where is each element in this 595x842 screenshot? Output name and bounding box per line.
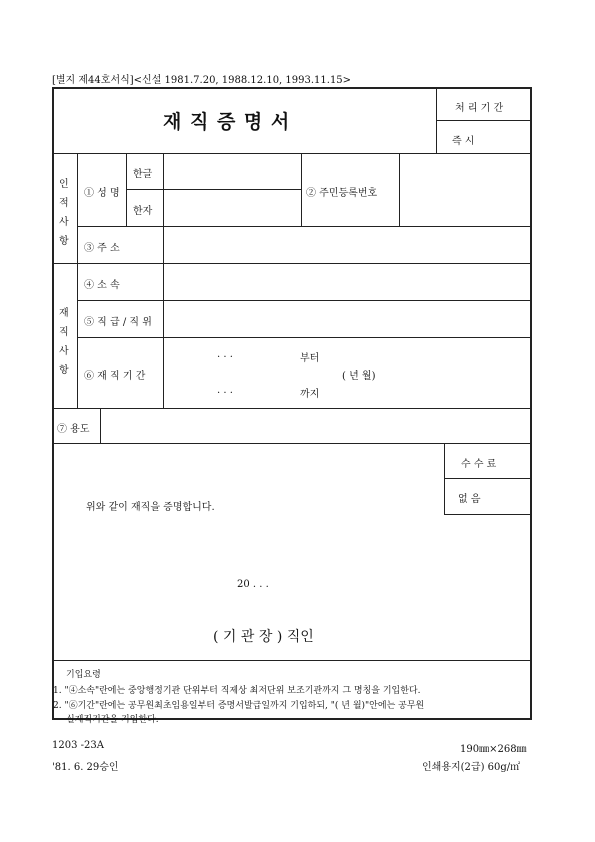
approval-date: '81. 6. 29승인: [52, 762, 119, 773]
hanja-label: 한자: [133, 206, 153, 217]
personal-section-label-3: 사: [59, 217, 69, 228]
personal-section-label-1: 인: [59, 179, 69, 190]
fee-value: 없 음: [458, 494, 481, 505]
issue-date-line: 20 . . .: [237, 579, 269, 590]
instruction-item-2: 2. "⑥기간"란에는 공무원최초임용일부터 증명서발급일까지 기입하되, "( 년 월)"안에는 공무원: [53, 701, 425, 711]
usage-label: ⑦ 용도: [57, 424, 90, 435]
affiliation-label: ④ 소 속: [84, 280, 120, 291]
instructions-title: 기입요령: [66, 670, 101, 680]
employment-section-label-4: 항: [59, 365, 69, 376]
issuer-seal-line: ( 기 관 장 ) 직인: [213, 629, 314, 645]
paper-spec: 인쇄용지(2급) 60g/㎡: [422, 762, 521, 773]
certification-statement: 위와 같이 재직을 증명합니다.: [86, 502, 215, 513]
instruction-item-2-continued: 실재직기간을 기입한다.: [66, 715, 159, 725]
form-number: 1203 -23A: [52, 740, 104, 751]
period-from-dots: . . .: [217, 349, 233, 360]
employment-period-label: ⑥ 재 직 기 간: [84, 371, 146, 382]
position-label: ⑤ 직 급 / 직 위: [84, 317, 152, 328]
period-to-dots: . . .: [217, 385, 233, 396]
period-duration: ( 년 월): [342, 371, 376, 382]
employment-section-label-1: 재: [59, 308, 69, 319]
personal-section-label-4: 항: [59, 236, 69, 247]
fee-label: 수 수 료: [461, 459, 497, 470]
address-label: ③ 주 소: [84, 243, 120, 254]
document-title: 재 직 증 명 서: [163, 111, 291, 133]
instruction-item-1: 1. "④소속"란에는 중앙행정기관 단위부터 직제상 최저단위 보조기관까지 그 명칭을 기입한다.: [53, 686, 421, 696]
resident-number-label: ② 주민등록번호: [306, 188, 378, 199]
hangul-label: 한글: [133, 169, 153, 180]
period-from-text: 부터: [300, 353, 320, 364]
personal-section-label-2: 적: [59, 198, 69, 209]
processing-period-value: 즉 시: [452, 136, 475, 147]
form-reference: [별지 제44호서식]<신설 1981.7.20, 1988.12.10, 1993.11.15>: [52, 75, 352, 86]
processing-period-label: 처 리 기 간: [455, 103, 504, 114]
employment-section-label-2: 직: [59, 327, 69, 338]
employment-section-label-3: 사: [59, 346, 69, 357]
paper-size: 190㎜×268㎜: [460, 744, 527, 755]
name-label: ① 성 명: [84, 188, 120, 199]
period-to-text: 까지: [300, 389, 320, 400]
